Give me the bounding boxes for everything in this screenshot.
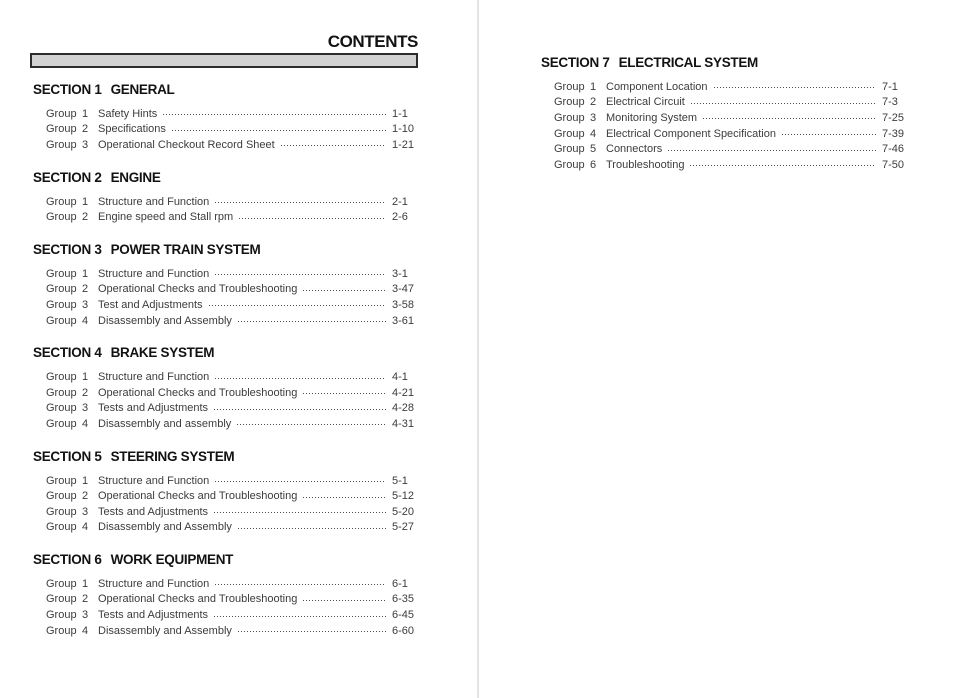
page-gutter-divider xyxy=(477,0,479,698)
section-header xyxy=(541,56,908,69)
section-title: BRAKE SYSTEM xyxy=(110,345,215,361)
section-entries xyxy=(538,79,908,173)
section-number: SECTION 6 xyxy=(33,552,102,568)
page-number: 4-1 xyxy=(392,371,408,384)
page-number: 1-21 xyxy=(392,138,415,151)
group-number: 4 xyxy=(81,521,89,534)
page-number: 3-47 xyxy=(392,283,415,296)
page-number: 7-25 xyxy=(882,111,905,124)
dot-leader xyxy=(303,290,386,291)
toc-entry xyxy=(30,520,418,536)
toc-entry xyxy=(30,297,418,313)
group-number: 6 xyxy=(589,158,597,171)
toc-section xyxy=(30,346,418,431)
toc-entry xyxy=(30,209,418,225)
left-column xyxy=(30,0,418,656)
group-number: 2 xyxy=(81,386,89,399)
section-header xyxy=(33,171,418,184)
toc-entry xyxy=(30,623,418,639)
section-entries xyxy=(30,369,418,431)
group-number: 3 xyxy=(81,505,89,518)
group-label: Group xyxy=(46,521,77,534)
group-number: 3 xyxy=(81,298,89,311)
dot-leader xyxy=(303,393,386,394)
section-title: POWER TRAIN SYSTEM xyxy=(110,241,261,257)
group-title: Electrical Circuit xyxy=(606,96,685,109)
section-number: SECTION 2 xyxy=(33,169,102,185)
group-label: Group xyxy=(46,490,77,503)
group-title: Disassembly and Assembly xyxy=(98,521,232,534)
toc-section xyxy=(30,83,418,153)
right-column xyxy=(538,0,908,191)
dot-leader xyxy=(214,512,386,513)
group-number: 4 xyxy=(81,314,89,327)
section-entries xyxy=(30,106,418,153)
dot-leader xyxy=(215,584,386,585)
section-entries xyxy=(30,473,418,535)
group-label: Group xyxy=(46,593,77,606)
title-bar xyxy=(30,53,418,68)
group-number: 1 xyxy=(81,577,89,590)
dot-leader xyxy=(668,150,876,151)
group-title: Test and Adjustments xyxy=(98,298,203,311)
left-sections xyxy=(30,83,418,638)
group-label: Group xyxy=(46,195,77,208)
group-title: Safety Hints xyxy=(98,107,158,120)
dot-leader xyxy=(782,134,876,135)
group-number: 1 xyxy=(589,80,597,93)
page-number: 3-58 xyxy=(392,298,415,311)
group-number: 2 xyxy=(81,211,89,224)
page-number: 5-20 xyxy=(392,505,415,518)
page-number: 7-50 xyxy=(882,158,905,171)
group-title: Structure and Function xyxy=(98,267,210,280)
dot-leader xyxy=(703,118,876,119)
group-number: 3 xyxy=(589,111,597,124)
page-number: 2-1 xyxy=(392,195,408,208)
group-title: Structure and Function xyxy=(98,474,210,487)
section-title: STEERING SYSTEM xyxy=(110,448,235,464)
group-number: 2 xyxy=(81,593,89,606)
section-entries xyxy=(30,194,418,225)
toc-entry xyxy=(538,79,908,95)
toc-entry xyxy=(30,401,418,417)
page-number: 7-39 xyxy=(882,127,905,140)
section-number: SECTION 7 xyxy=(541,55,610,70)
group-number: 3 xyxy=(81,609,89,622)
group-title: Operational Checks and Troubleshooting xyxy=(98,386,298,399)
group-title: Structure and Function xyxy=(98,371,210,384)
toc-entry xyxy=(30,385,418,401)
group-title: Troubleshooting xyxy=(606,158,685,171)
dot-leader xyxy=(303,600,386,601)
group-title: Structure and Function xyxy=(98,577,210,590)
group-number: 1 xyxy=(81,107,89,120)
page-number: 5-12 xyxy=(392,490,415,503)
page-number: 3-61 xyxy=(392,314,415,327)
page-number: 7-46 xyxy=(882,143,905,156)
section-title: ENGINE xyxy=(110,169,161,185)
toc-entry xyxy=(30,607,418,623)
dot-leader xyxy=(303,497,386,498)
section-title: ELECTRICAL SYSTEM xyxy=(618,55,758,70)
toc-entry xyxy=(30,266,418,282)
group-label: Group xyxy=(46,298,77,311)
page-number: 4-31 xyxy=(392,417,415,430)
group-label: Group xyxy=(46,624,77,637)
section-number: SECTION 3 xyxy=(33,241,102,257)
page-number: 5-1 xyxy=(392,474,408,487)
page-number: 6-60 xyxy=(392,624,415,637)
group-label: Group xyxy=(46,123,77,136)
dot-leader xyxy=(215,378,386,379)
dot-leader xyxy=(237,424,386,425)
dot-leader xyxy=(215,481,386,482)
group-number: 1 xyxy=(81,371,89,384)
section-header xyxy=(33,83,418,96)
group-label: Group xyxy=(46,402,77,415)
dot-leader xyxy=(172,130,386,131)
toc-entry xyxy=(30,488,418,504)
page-number: 6-1 xyxy=(392,577,408,590)
toc-entry xyxy=(538,157,908,173)
group-label: Group xyxy=(46,138,77,151)
group-number: 5 xyxy=(589,143,597,156)
toc-section xyxy=(538,56,908,173)
group-number: 2 xyxy=(81,283,89,296)
dot-leader xyxy=(714,87,876,88)
dot-leader xyxy=(214,616,386,617)
group-number: 2 xyxy=(81,123,89,136)
toc-section xyxy=(30,450,418,535)
dot-leader xyxy=(690,165,876,166)
dot-leader xyxy=(209,305,386,306)
toc-entry xyxy=(30,369,418,385)
group-label: Group xyxy=(554,127,585,140)
group-title: Connectors xyxy=(606,143,663,156)
group-title: Component Location xyxy=(606,80,708,93)
group-label: Group xyxy=(46,417,77,430)
toc-entry xyxy=(30,137,418,153)
toc-entry xyxy=(30,106,418,122)
group-label: Group xyxy=(46,107,77,120)
page-title: CONTENTS xyxy=(327,32,418,51)
group-number: 3 xyxy=(81,402,89,415)
toc-entry xyxy=(538,141,908,157)
toc-entry xyxy=(538,95,908,111)
section-entries xyxy=(30,576,418,638)
group-label: Group xyxy=(46,314,77,327)
group-title: Specifications xyxy=(98,123,166,136)
toc-entry xyxy=(30,504,418,520)
group-number: 1 xyxy=(81,474,89,487)
section-number: SECTION 5 xyxy=(33,448,102,464)
group-title: Disassembly and Assembly xyxy=(98,314,232,327)
group-title: Operational Checks and Troubleshooting xyxy=(98,490,298,503)
group-title: Engine speed and Stall rpm xyxy=(98,211,234,224)
group-title: Monitoring System xyxy=(606,111,698,124)
group-title: Operational Checks and Troubleshooting xyxy=(98,593,298,606)
toc-entry xyxy=(30,313,418,329)
page-number: 4-28 xyxy=(392,402,415,415)
section-header xyxy=(33,243,418,256)
toc-entry xyxy=(30,194,418,210)
page-number: 6-45 xyxy=(392,609,415,622)
section-number: SECTION 4 xyxy=(33,345,102,361)
toc-entry xyxy=(30,576,418,592)
dot-leader xyxy=(163,114,386,115)
dot-leader xyxy=(238,321,386,322)
section-entries xyxy=(30,266,418,328)
page-number: 1-10 xyxy=(392,123,415,136)
section-number: SECTION 1 xyxy=(33,82,102,97)
section-title: WORK EQUIPMENT xyxy=(110,552,234,568)
page-number: 6-35 xyxy=(392,593,415,606)
group-label: Group xyxy=(554,111,585,124)
group-title: Structure and Function xyxy=(98,195,210,208)
group-number: 3 xyxy=(81,138,89,151)
section-header xyxy=(33,553,418,566)
dot-leader xyxy=(239,218,386,219)
toc-entry xyxy=(30,416,418,432)
group-number: 2 xyxy=(81,490,89,503)
page-number: 1-1 xyxy=(392,107,408,120)
group-label: Group xyxy=(46,386,77,399)
page-number: 7-1 xyxy=(882,80,898,93)
group-title: Disassembly and assembly xyxy=(98,417,232,430)
dot-leader xyxy=(215,202,386,203)
group-label: Group xyxy=(554,96,585,109)
dot-leader xyxy=(238,631,386,632)
page-number: 7-3 xyxy=(882,96,898,109)
toc-entry xyxy=(538,126,908,142)
section-title: GENERAL xyxy=(110,82,175,97)
group-title: Tests and Adjustments xyxy=(98,609,209,622)
group-label: Group xyxy=(554,80,585,93)
group-label: Group xyxy=(46,577,77,590)
group-label: Group xyxy=(554,143,585,156)
group-title: Tests and Adjustments xyxy=(98,505,209,518)
page-number: 3-1 xyxy=(392,267,408,280)
toc-section xyxy=(30,243,418,328)
group-label: Group xyxy=(46,267,77,280)
group-title: Operational Checks and Troubleshooting xyxy=(98,283,298,296)
group-label: Group xyxy=(46,371,77,384)
group-number: 2 xyxy=(589,96,597,109)
page-number: 2-6 xyxy=(392,211,408,224)
dot-leader xyxy=(281,145,386,146)
page-number: 4-21 xyxy=(392,386,415,399)
group-number: 4 xyxy=(589,127,597,140)
dot-leader xyxy=(215,274,386,275)
group-number: 4 xyxy=(81,624,89,637)
toc-entry xyxy=(30,592,418,608)
group-number: 4 xyxy=(81,417,89,430)
group-title: Tests and Adjustments xyxy=(98,402,209,415)
group-label: Group xyxy=(46,283,77,296)
group-title: Disassembly and Assembly xyxy=(98,624,232,637)
toc-entry xyxy=(30,282,418,298)
dot-leader xyxy=(238,528,386,529)
toc-entry xyxy=(538,110,908,126)
toc-section xyxy=(30,553,418,638)
group-title: Operational Checkout Record Sheet xyxy=(98,138,275,151)
group-number: 1 xyxy=(81,267,89,280)
section-header xyxy=(33,450,418,463)
dot-leader xyxy=(214,409,386,410)
page-number: 5-27 xyxy=(392,521,415,534)
group-label: Group xyxy=(46,474,77,487)
section-header xyxy=(33,346,418,359)
dot-leader xyxy=(691,103,876,104)
group-number: 1 xyxy=(81,195,89,208)
right-sections xyxy=(538,56,908,173)
group-label: Group xyxy=(46,609,77,622)
toc-entry xyxy=(30,473,418,489)
toc-section xyxy=(30,171,418,225)
group-label: Group xyxy=(554,158,585,171)
group-label: Group xyxy=(46,211,77,224)
toc-entry xyxy=(30,122,418,138)
group-title: Electrical Component Specification xyxy=(606,127,776,140)
group-label: Group xyxy=(46,505,77,518)
